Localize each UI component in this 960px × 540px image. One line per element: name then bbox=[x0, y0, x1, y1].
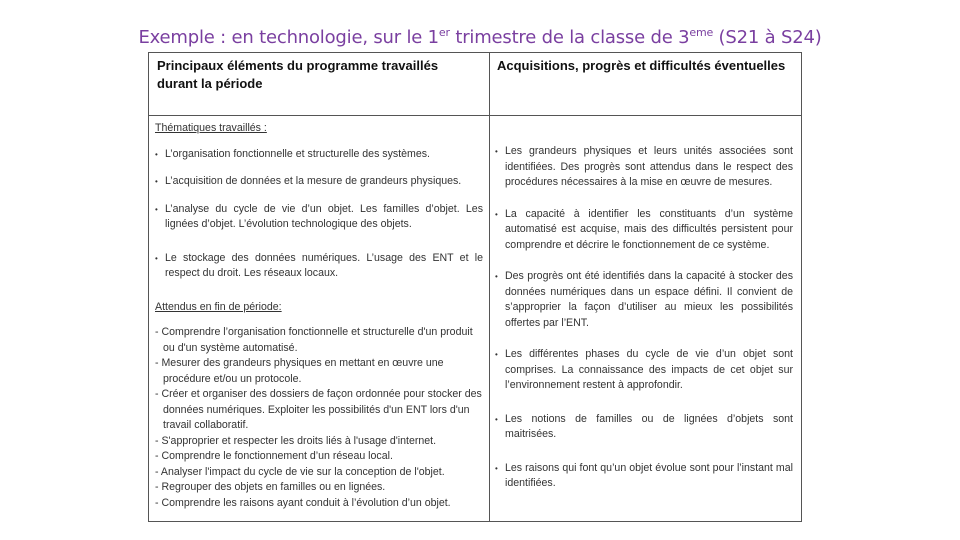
acquisition-item: • Les raisons qui font qu’un objet évolue sont pour l’instant mal identifiées. bbox=[495, 461, 793, 492]
attendu-item: - Comprendre les raisons ayant conduit à l’évolution d’un objet. bbox=[155, 496, 451, 509]
right-column bbox=[495, 144, 793, 492]
attendu-item: - Comprendre l’organisation fonctionnelle et structurelle d'un produit ou d'un système automatisé. bbox=[155, 326, 473, 354]
attendus-heading: Attendus en fin de période: bbox=[155, 300, 282, 313]
attendu-item: - Analyser l'impact du cycle de vie sur la conception de l'objet. bbox=[155, 465, 445, 478]
title-part2: trimestre de la classe de 3 bbox=[449, 27, 690, 48]
header-left: Principaux éléments du programme travaillés durant la période bbox=[157, 58, 439, 91]
acquisition-item: • Les grandeurs physiques et leurs unités associées sont identifiées. Des progrès sont attendus dans le respect des procédures nécessaires à la mise en œuvre de mesures. bbox=[495, 144, 793, 191]
header-right: Acquisitions, progrès et difficultés éventuelles bbox=[497, 58, 786, 73]
acquisition-item: • Les différentes phases du cycle de vie d’un objet sont comprises. La connaissance des impacts de cet objet sur l’environnement restent à approfondir. bbox=[495, 347, 793, 394]
title-part3: (S21 à S24) bbox=[713, 27, 822, 48]
title-sup-eme: eme bbox=[689, 26, 714, 39]
thematique-item: • Le stockage des données numériques. L’usage des ENT et le respect du droit. Les réseaux locaux. bbox=[155, 251, 483, 282]
attendu-item: - Comprendre le fonctionnement d’un réseau local. bbox=[155, 450, 393, 462]
header-divider bbox=[149, 115, 801, 116]
title-part1: Exemple : en technologie, sur le 1 bbox=[138, 27, 439, 48]
title-sup-er: er bbox=[438, 26, 450, 39]
programme-table bbox=[148, 52, 802, 522]
attendu-item: - Regrouper des objets en familles ou en lignées. bbox=[155, 481, 386, 493]
thematique-item: • L’organisation fonctionnelle et structurelle des systèmes. bbox=[155, 147, 483, 163]
attendu-item: - Mesurer des grandeurs physiques en mettant en œuvre une procédure et/ou un protocole. bbox=[155, 357, 444, 385]
acquisition-item: • Les notions de familles ou de lignées d’objets sont maitrisées. bbox=[495, 412, 793, 443]
page-title bbox=[0, 26, 960, 48]
acquisition-item: • La capacité à identifier les constituants d’un système automatisé est acquise, mais des difficultés persistent pour comprendre et décrire le fonctionnement de ce système. bbox=[495, 207, 793, 254]
acquisition-item: • Des progrès ont été identifiés dans la capacité à stocker des données numériques dans un espace défini. Il convient de s’approprier la façon d’utiliser au mieux les possibilités offertes par l’ENT. bbox=[495, 269, 793, 331]
thematiques-heading: Thématiques travaillés : bbox=[155, 122, 267, 134]
thematique-item: • L’acquisition de données et la mesure de grandeurs physiques. bbox=[155, 174, 483, 190]
left-column bbox=[155, 121, 483, 511]
attendu-item: - Créer et organiser des dossiers de façon ordonnée pour stocker des données numériques. Exploiter les possibilités d'un ENT lors d'un travail collaboratif. bbox=[155, 388, 482, 431]
column-divider bbox=[489, 53, 490, 521]
thematique-item: • L’analyse du cycle de vie d’un objet. Les familles d’objet. Les lignées d’objet. L’évolution technologique des objets. bbox=[155, 202, 483, 233]
attendu-item: - S'approprier et respecter les droits liés à l'usage d'internet. bbox=[155, 434, 437, 447]
